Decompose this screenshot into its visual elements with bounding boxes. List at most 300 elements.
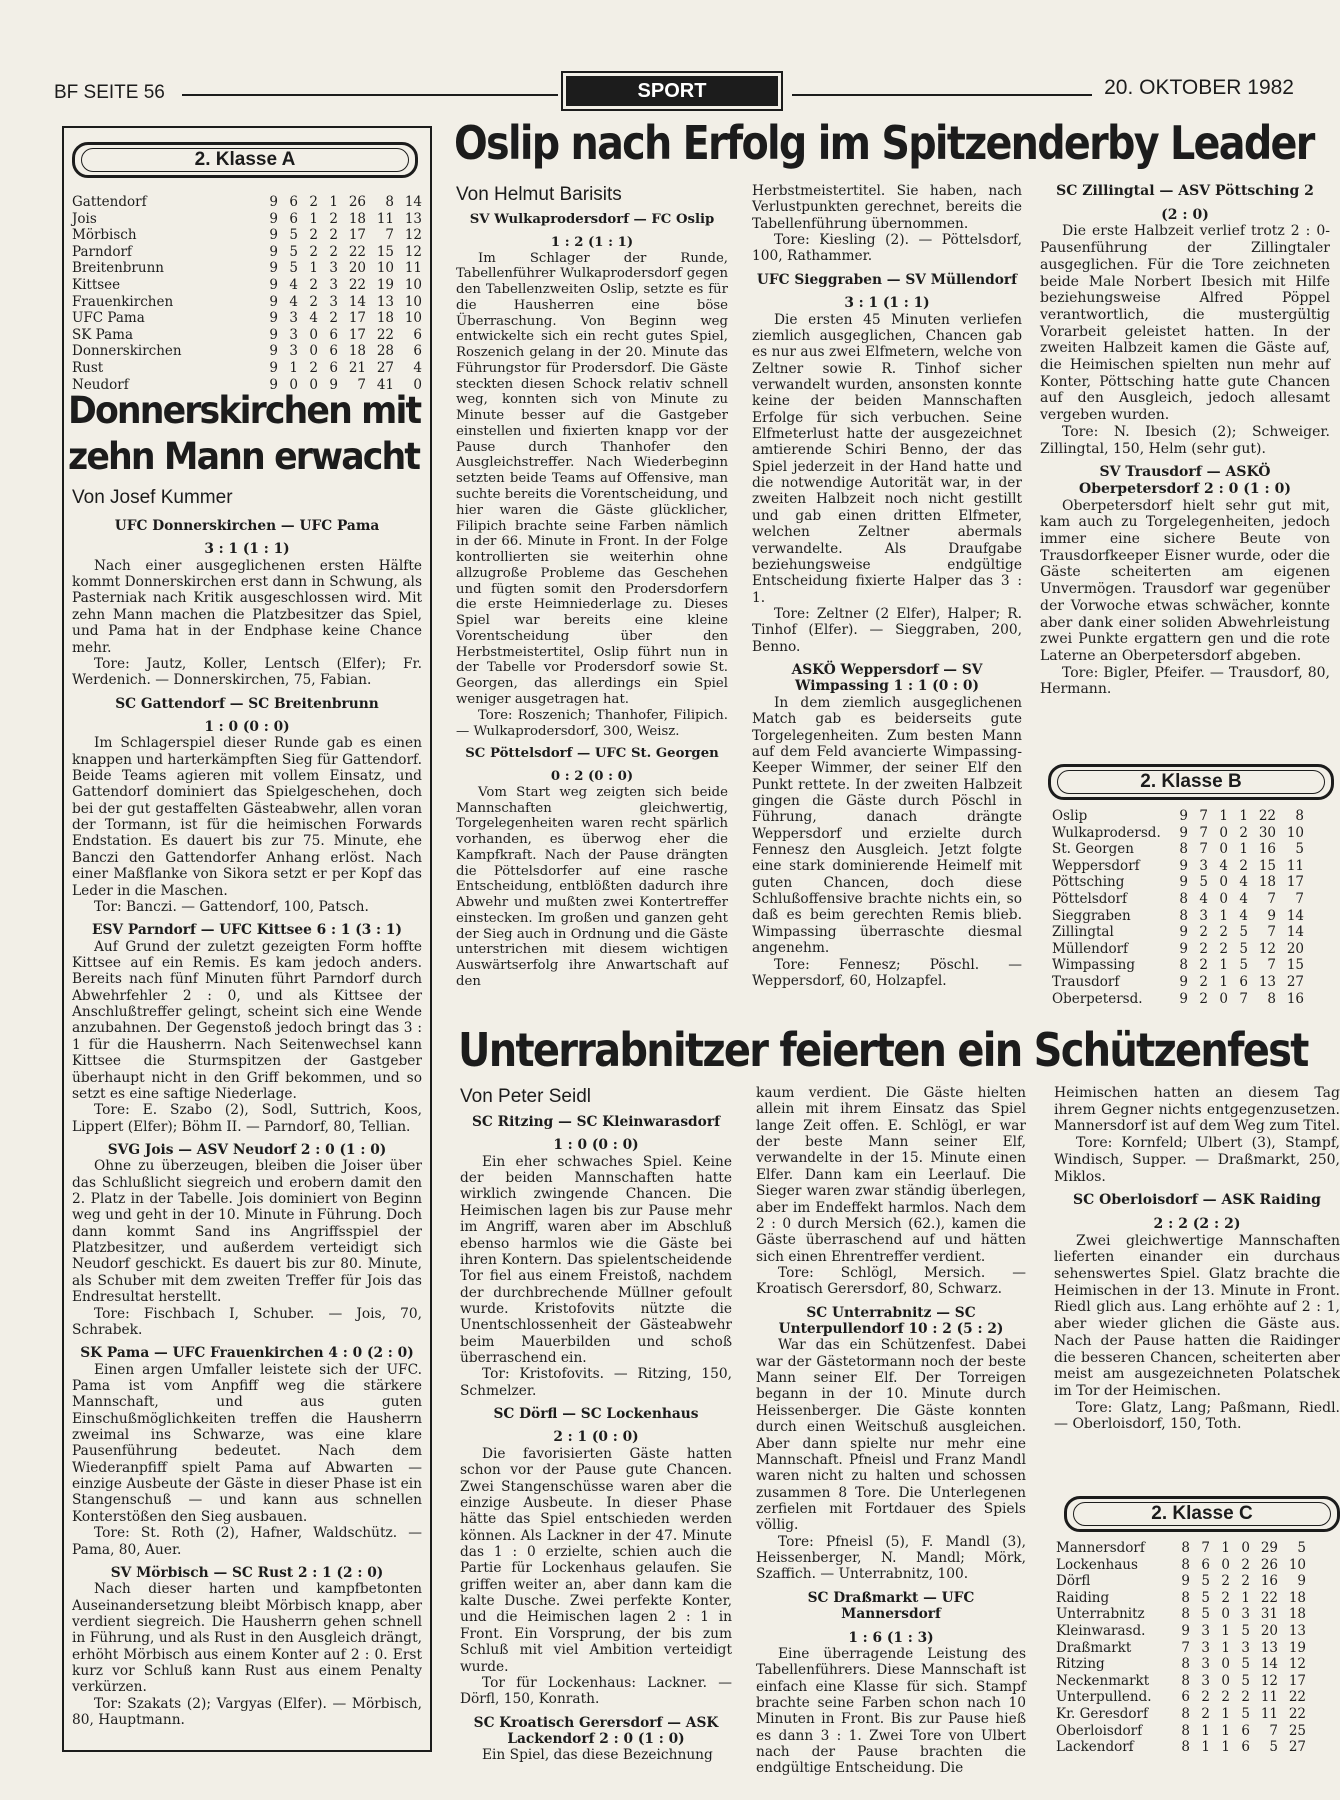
table-cell-team: Parndorf xyxy=(72,243,132,260)
match-scorers: Tore: Zeltner (2 Elfer), Halper; R. Tinhof (Elfer). — Sieggraben, 200, Benno. xyxy=(752,605,1022,655)
match-heading: SV Trausdorf — ASKÖ Oberpetersdorf 2 : 0 (1 : 0) xyxy=(1079,464,1291,497)
table-cell-number: 2 xyxy=(329,210,338,227)
table-cell-number: 8 xyxy=(1179,841,1188,858)
table-cell-number: 10 xyxy=(404,293,422,310)
match-score: 2 : 2 (2 : 2) xyxy=(1153,1215,1241,1232)
table-cell-number: 8 xyxy=(1181,1606,1190,1623)
table-cell-number: 1 xyxy=(309,210,318,227)
table-row xyxy=(72,194,422,211)
table-cell-number: 18 xyxy=(1288,1606,1306,1623)
table-cell-number: 27 xyxy=(376,359,394,376)
table-cell-number: 18 xyxy=(348,343,366,360)
table-cell-number: 2 xyxy=(1199,957,1208,974)
match-heading: SV Mörbisch — SC Rust 2 : 1 (2 : 0) xyxy=(110,1564,384,1581)
table-cell-number: 22 xyxy=(1288,1705,1306,1722)
table-cell-number: 9 xyxy=(1179,990,1188,1007)
match-score: 3 : 1 (1 : 1) xyxy=(844,295,930,312)
match-heading: SV Wulkaprodersdorf — FC Oslip xyxy=(469,212,715,227)
table-cell-number: 3 xyxy=(1199,907,1208,924)
table-cell-number: 20 xyxy=(348,260,366,277)
table-cell-number: 22 xyxy=(376,326,394,343)
table-cell-number: 0 xyxy=(1221,1556,1230,1573)
table-cell-team: Gattendorf xyxy=(72,194,147,210)
table-cell-number: 12 xyxy=(1288,1656,1306,1673)
table-row xyxy=(1052,991,1304,1008)
match-report: Heimischen hatten an diesem Tag ihrem Gegner nichts entgegenzusetzen. Mannersdorf ist auf dem Weg zum Titel. xyxy=(1054,1085,1340,1135)
table-cell-number: 31 xyxy=(1260,1606,1278,1623)
table-cell-number: 8 xyxy=(1181,1672,1190,1689)
table-cell-number: 17 xyxy=(348,227,366,244)
table-cell-team: Oslip xyxy=(1052,808,1088,824)
table-cell-team: Jois xyxy=(72,210,97,227)
table-cell-number: 0 xyxy=(309,343,318,360)
table-title-klasse-b: 2. Klasse B xyxy=(1048,764,1334,800)
match-scorers: Tor für Lockenhaus: Lackner. — Dörfl, 150, Konrath. xyxy=(460,1674,732,1708)
table-cell-number: 6 xyxy=(289,210,298,227)
table-cell-number: 3 xyxy=(289,326,298,343)
story2-column-b xyxy=(756,1085,1026,1777)
table-cell-number: 8 xyxy=(1267,990,1276,1007)
table-row xyxy=(1056,1706,1306,1723)
match-report: Auf Grund der zuletzt gezeigten Form hoffte Kittsee auf ein Remis. Es kam jedoch anders. Bereits nach fünf Minuten führt Parndorf durch Abwehrfehler 2 : 0, und als Kittsee der Anschlußtreffer gelingt, scheint sich eine Wende anzubahnen. Der Gegenstoß jedoch bringt das 3 : 1 für die Hausherrn. Nach Seitenwechsel kann Kittsee die Sturmspitzen der Gastgeber überhaupt nicht in den Griff bekommen, und so setzt es eine saftige Niederlage. xyxy=(72,938,422,1102)
match-report: Ein eher schwaches Spiel. Keine der beiden Mannschaften hatte wirklich zwingende Chancen. Die Heimischen lagen bis zur Pause mehr im Angriff, waren aber im Abschluß ebenso harmlos wie die Gäste bei ihren Kontern. Das spielentscheidende Tor fiel aus einem Freistoß, nachdem der durchbrechende Müllner gefoult wurde. Kristofovits nützte die Unentschlossenheit der Gästeabwehr beim Mauerbilden und schoß überraschend ein. xyxy=(460,1153,732,1367)
table-cell-number: 14 xyxy=(348,293,366,310)
match-report: Im Schlager der Runde, Tabellenführer Wulkaprodersdorf gegen den Tabellenzweiten Oslip, setzte es für die Hausherren eine böse Überraschung. Von Beginn weg entwickelte sich ein recht gutes Spiel, Roszenich gelang in der 20. Minute das Führungstor für Prodersdorf. Die Gäste steckten diesen Schock relativ schnell weg, konnten sich von Minute zu Minute besser auf die Gastgeber einstellen und fixierten knapp vor der Pause durch Thanhofer den Ausgleichstreffer. Nach Wiederbeginn setzten beide Teams auf Offensive, man suchte bereits die Vorentscheidung, und hier waren die Gäste glücklicher, Filipich brachte seine Farben nämlich in der 66. Minute in Front. In der Folge kontrollierten sie weiterhin ohne allzugroße Probleme das Geschehen und fügten somit den Prodersdorfern die erste Heimniederlage zu. Dieses Spiel war bereits eine kleine Vorentscheidung über den Herbstmeistertitel, Oslip führt nun in der Tabelle vor Prodersdorf sowie St. Georgen, das allerdings ein Spiel weniger ausgetragen hat. xyxy=(456,250,728,707)
section-label: SPORT xyxy=(566,76,778,106)
match-heading: SC Ritzing — SC Kleinwarasdorf xyxy=(471,1114,721,1130)
table-cell-number: 12 xyxy=(1258,940,1276,957)
table-cell-number: 2 xyxy=(329,227,338,244)
table-cell-number: 6 xyxy=(1241,1722,1250,1739)
table-cell-number: 14 xyxy=(1286,907,1304,924)
table-cell-number: 1 xyxy=(1221,1722,1230,1739)
match-scorers: Tor: Szakats (2); Vargyas (Elfer). — Mörbisch, 80, Hauptmann. xyxy=(72,1695,422,1729)
table-cell-number: 7 xyxy=(1181,1639,1190,1656)
table-cell-number: 9 xyxy=(1267,907,1276,924)
table-cell-number: 2 xyxy=(1201,1705,1210,1722)
table-cell-number: 0 xyxy=(1221,1656,1230,1673)
table-cell-number: 15 xyxy=(376,243,394,260)
story1-column-c-clip xyxy=(1040,183,1330,735)
table-cell-number: 9 xyxy=(269,310,278,327)
story2-column-c-clip xyxy=(1054,1085,1340,1485)
match-scorers: Tore: Pfneisl (5), F. Mandl (3), Heissenberger, N. Mandl; Mörk, Szaffich. — Unterrabnitz, 100. xyxy=(756,1533,1026,1583)
table-row xyxy=(1056,1723,1306,1740)
match-scorers: Tor: Kristofovits. — Ritzing, 150, Schmelzer. xyxy=(460,1366,732,1399)
match-scorers: Tore: Roszenich; Thanhofer, Filipich. — Wulkaprodersdorf, 300, Weisz. xyxy=(456,707,728,739)
table-cell-number: 6 xyxy=(289,194,298,210)
table-cell-number: 5 xyxy=(1241,1656,1250,1673)
table-cell-number: 22 xyxy=(348,243,366,260)
match-report: kaum verdient. Die Gäste hielten allein mit ihrem Einsatz das Spiel lange Zeit offen. E. Schlögl, er war der beste Mann seiner Elf, verwandelte in der 15. Minute einen Elfer. Dann kam ein Leerlauf. Die Sieger waren zwar ständig überlegen, aber im Endeffekt harmlos. Nach dem 2 : 0 durch Mersich (62.), kamen die Gäste überraschend auf und hätten sich einen Ehrentreffer verdient. xyxy=(756,1085,1026,1265)
table-cell-team: Kleinwarasd. xyxy=(1056,1622,1146,1639)
table-cell-number: 13 xyxy=(404,210,422,227)
table-cell-number: 7 xyxy=(1267,924,1276,941)
table-cell-number: 9 xyxy=(269,243,278,260)
table-cell-number: 9 xyxy=(1179,924,1188,941)
table-cell-number: 26 xyxy=(348,194,366,210)
standings-table-klasse-a xyxy=(72,194,422,393)
table-cell-number: 9 xyxy=(1297,1573,1306,1590)
page-number: BF SEITE 56 xyxy=(54,82,165,103)
table-cell-team: Raiding xyxy=(1056,1589,1110,1606)
match-report: Oberpetersdorf hielt sehr gut mit, kam auch zu Torgelegenheiten, jedoch immer eine sichere Beute von Trausdorfkeeper Eisner wurde, oder die Gäste scheiterten am eigenen Unvermögen. Trausdorf war gegenüber der Vorwoche etwas schwächer, konnte aber dank einer soliden Abwehrleistung zwei Punkte ergattern gen und die rote Laterne an Oberpetersdorf abgeben. xyxy=(1040,497,1330,664)
table-cell-number: 3 xyxy=(1241,1639,1250,1656)
article-column-left xyxy=(72,518,422,1729)
table-cell-number: 10 xyxy=(404,310,422,327)
match-heading: UFC Donnerskirchen — UFC Pama xyxy=(114,518,380,534)
table-cell-number: 3 xyxy=(329,276,338,293)
table-cell-number: 5 xyxy=(1239,924,1248,941)
table-cell-number: 0 xyxy=(1219,824,1228,841)
table-cell-number: 16 xyxy=(1260,1573,1278,1590)
table-cell-team: Wimpassing xyxy=(1052,957,1135,974)
match-heading: SC Draßmarkt — UFC Mannersdorf xyxy=(807,1589,975,1623)
table-cell-number: 3 xyxy=(1201,1639,1210,1656)
table-cell-number: 5 xyxy=(1201,1606,1210,1623)
table-cell-team: Donnerskirchen xyxy=(72,343,182,360)
table-cell-team: Müllendorf xyxy=(1052,940,1129,957)
table-cell-number: 1 xyxy=(1241,1589,1250,1606)
table-row xyxy=(1052,858,1304,875)
match-scorers: Tore: Fischbach I, Schuber. — Jois, 70, Schrabek. xyxy=(72,1305,422,1338)
match-heading: ASKÖ Weppersdorf — SV Wimpassing 1 : 1 (0 : 0) xyxy=(791,662,983,695)
match-scorers: Tore: Glatz, Lang; Paßmann, Riedl. — Oberloisdorf, 150, Toth. xyxy=(1054,1399,1340,1433)
headline-unterrabnitzer: Unterrabnitzer feierten ein Schützenfest xyxy=(458,1023,1308,1077)
table-row xyxy=(1056,1689,1306,1706)
table-cell-number: 5 xyxy=(1241,1705,1250,1722)
match-scorers: Tor: Banczi. — Gattendorf, 100, Patsch. xyxy=(94,898,369,915)
table-cell-number: 25 xyxy=(1288,1722,1306,1739)
table-cell-team: Frauenkirchen xyxy=(72,293,174,310)
table-row xyxy=(1052,825,1304,842)
table-cell-number: 13 xyxy=(1288,1622,1306,1639)
table-cell-number: 8 xyxy=(1179,907,1188,924)
table-cell-number: 4 xyxy=(413,359,422,376)
table-cell-number: 3 xyxy=(1201,1622,1210,1639)
table-cell-number: 5 xyxy=(1201,1589,1210,1606)
story1-column-a xyxy=(456,212,728,990)
match-report: Ohne zu überzeugen, bleiben die Joiser über das Schlußlicht siegreich und erobern damit den 2. Platz in der Tabelle. Jois dominiert von Beginn weg und geht in der 10. Minute in Führung. Doch dann kommt Sand ins Angriffsspiel der Platzbesitzer, und außerdem verteidigt sich Neudorf geschickt. Es dauert bis zur 80. Minute, als Schuber mit dem zweiten Treffer für Jois das Endresultat herstellt. xyxy=(72,1158,422,1306)
table-cell-number: 18 xyxy=(376,310,394,327)
match-heading: SC Zillingtal — ASV Pöttsching 2 xyxy=(1056,183,1314,199)
headline-oslip: Oslip nach Erfolg im Spitzenderby Leader xyxy=(454,116,1314,170)
header-rule-right xyxy=(792,94,1092,96)
table-cell-number: 2 xyxy=(1219,940,1228,957)
table-cell-team: SK Pama xyxy=(72,326,134,343)
table-cell-number: 3 xyxy=(1199,857,1208,874)
table-cell-number: 8 xyxy=(385,194,394,210)
table-cell-number: 9 xyxy=(269,376,278,393)
table-cell-number: 1 xyxy=(1219,907,1228,924)
table-cell-number: 8 xyxy=(1181,1705,1190,1722)
table-cell-number: 4 xyxy=(1239,874,1248,891)
table-cell-team: Oberpetersd. xyxy=(1052,990,1143,1007)
match-report: Nach dieser harten und kampfbetonten Auseinandersetzung bleibt Mörbisch knapp, aber verdient siegreich. Die Hausherrn gehen schnell in Führung, und als Rust in den Ausgleich drängt, erhöht Mörbisch aus einem Konter auf 2 : 0. Erst kurz vor Schluß kann Rust aus einem Penalty verkürzen. xyxy=(72,1581,422,1696)
table-cell-number: 8 xyxy=(1181,1540,1190,1556)
table-cell-number: 1 xyxy=(1239,841,1248,858)
table-cell-team: St. Georgen xyxy=(1052,841,1134,858)
match-scorers: Tore: Jautz, Koller, Lentsch (Elfer); Fr. Werdenich. — Donnerskirchen, 75, Fabian. xyxy=(72,655,422,689)
table-cell-team: Trausdorf xyxy=(1052,973,1120,990)
match-heading: SC Dörfl — SC Lockenhaus xyxy=(493,1406,699,1423)
table-cell-number: 0 xyxy=(1221,1606,1230,1623)
table-cell-number: 2 xyxy=(1199,924,1208,941)
table-cell-number: 19 xyxy=(1288,1639,1306,1656)
table-cell-number: 16 xyxy=(1286,990,1304,1007)
table-cell-number: 1 xyxy=(1221,1639,1230,1656)
match-report: Nach einer ausgeglichenen ersten Hälfte kommt Donnerskirchen erst dann in Schwung, als Pasterniak nach Kritik ausgeschlossen wird. Mit zehn Mann machen die Platzbesitzer das Spiel, und Pama hat in der Endphase keine Chance mehr. xyxy=(72,557,422,656)
table-cell-number: 6 xyxy=(1201,1556,1210,1573)
match-scorers: Tore: Kornfeld; Ulbert (3), Stampf, Windisch, Supper. — Draßmarkt, 250, Miklos. xyxy=(1054,1135,1340,1185)
table-cell-number: 13 xyxy=(376,293,394,310)
table-row xyxy=(1052,808,1304,825)
table-cell-number: 13 xyxy=(1260,1639,1278,1656)
headline-donnerskirchen: Donnerskirchen mit zehn Mann erwacht xyxy=(68,389,421,478)
table-cell-number: 12 xyxy=(404,243,422,260)
table-cell-number: 9 xyxy=(1179,874,1188,891)
table-row xyxy=(1056,1623,1306,1640)
table-row xyxy=(1052,841,1304,858)
table-cell-team: Draßmarkt xyxy=(1056,1639,1132,1656)
match-report: In dem ziemlich ausgeglichenen Match gab es beiderseits gute Torgelegenheiten. Zum besten Mann auf dem Feld avancierte Wimpassing-Keeper Wimmer, der seiner Elf den Punkt rettete. In der zweiten Halbzeit gingen die Gäste durch Pöschl in Führung, danach drängte Weppersdorf und erzielte durch Fennesz den Ausgleich. Jetzt folgte eine stark dominierende Heimelf mit guten Chancen, doch diese Schlußoffensive brachte nichts ein, so daß es beim gerechten Remis blieb. Wimpassing überraschte diesmal angenehm. xyxy=(752,694,1022,957)
table-cell-number: 14 xyxy=(404,194,422,210)
table-cell-number: 6 xyxy=(1239,973,1248,990)
match-report: Die favorisierten Gäste hatten schon vor der Pause gute Chancen. Zwei Stangenschüsse waren aber die einzige Ausbeute. In dieser Phase hätte das Spiel entschieden werden können. Als Lackner in der 47. Minute das 1 : 0 erzielte, schien auch die Partie für Lockenhaus gelaufen. Sie griffen weiter an, aber dann kam die kalte Dusche. Zwei perfekte Konter, und die Heimischen lagen 2 : 1 in Front. Ein Vorsprung, der bis zum Schluß mit viel Ambition verteidigt wurde. xyxy=(460,1445,732,1675)
table-cell-number: 17 xyxy=(348,310,366,327)
table-cell-number: 2 xyxy=(1241,1556,1250,1573)
table-cell-number: 7 xyxy=(1201,1540,1210,1556)
table-cell-team: Weppersdorf xyxy=(1052,857,1140,874)
table-row xyxy=(1056,1606,1306,1623)
table-cell-number: 7 xyxy=(1199,808,1208,824)
match-heading: SVG Jois — ASV Neudorf 2 : 0 (1 : 0) xyxy=(107,1141,387,1158)
table-cell-number: 2 xyxy=(1219,924,1228,941)
table-row xyxy=(1052,941,1304,958)
issue-date: 20. OKTOBER 1982 xyxy=(1104,76,1294,99)
table-cell-number: 9 xyxy=(269,293,278,310)
table-cell-number: 5 xyxy=(1241,1622,1250,1639)
table-cell-number: 7 xyxy=(357,376,366,393)
match-heading: SC Unterrabnitz — SC Unterpullendorf 10 : 2 (5 : 2) xyxy=(778,1304,1004,1338)
table-cell-number: 2 xyxy=(1199,940,1208,957)
table-cell-number: 1 xyxy=(309,260,318,277)
table-cell-number: 5 xyxy=(1241,1672,1250,1689)
table-cell-number: 20 xyxy=(1286,940,1304,957)
table-cell-number: 11 xyxy=(1260,1705,1278,1722)
table-cell-number: 0 xyxy=(1219,990,1228,1007)
table-cell-number: 5 xyxy=(1239,957,1248,974)
table-cell-number: 3 xyxy=(329,293,338,310)
table-cell-number: 21 xyxy=(348,359,366,376)
table-cell-team: Lockenhaus xyxy=(1056,1556,1138,1573)
table-cell-number: 1 xyxy=(1201,1722,1210,1739)
table-cell-number: 8 xyxy=(1181,1656,1190,1673)
table-cell-number: 0 xyxy=(1219,890,1228,907)
table-row xyxy=(1056,1557,1306,1574)
table-cell-team: Pöttelsdorf xyxy=(1052,890,1127,907)
standings-table-klasse-c xyxy=(1056,1540,1310,1756)
match-score: 0 : 2 (0 : 0) xyxy=(550,769,634,785)
table-cell-number: 8 xyxy=(1181,1556,1190,1573)
table-cell-number: 6 xyxy=(329,359,338,376)
table-cell-team: Pöttsching xyxy=(1052,874,1125,891)
table-cell-number: 3 xyxy=(1241,1606,1250,1623)
match-scorers: Tore: E. Szabo (2), Sodl, Suttrich, Koos, Lippert (Elfer); Böhm II. — Parndorf, 80, Tellian. xyxy=(72,1102,422,1135)
table-cell-number: 7 xyxy=(1267,957,1276,974)
table-cell-number: 10 xyxy=(376,260,394,277)
match-heading: UFC Sieggraben — SV Müllendorf xyxy=(756,271,1018,288)
table-row xyxy=(1056,1590,1306,1607)
table-cell-number: 9 xyxy=(1179,808,1188,824)
story1-column-b xyxy=(752,183,1022,989)
table-cell-number: 19 xyxy=(376,276,394,293)
match-score: 1 : 0 (0 : 0) xyxy=(204,718,290,735)
table-cell-number: 6 xyxy=(1241,1739,1250,1756)
table-cell-number: 5 xyxy=(1201,1573,1210,1590)
table-cell-number: 17 xyxy=(348,326,366,343)
table-cell-number: 11 xyxy=(404,260,422,277)
match-score: 1 : 2 (1 : 1) xyxy=(550,234,634,250)
table-cell-number: 4 xyxy=(309,310,318,327)
table-cell-number: 7 xyxy=(1199,841,1208,858)
table-cell-number: 5 xyxy=(1239,940,1248,957)
table-row xyxy=(72,360,422,377)
table-row xyxy=(1056,1573,1306,1590)
table-cell-number: 27 xyxy=(1286,973,1304,990)
table-cell-number: 7 xyxy=(1239,990,1248,1007)
table-cell-number: 9 xyxy=(269,227,278,244)
table-cell-number: 8 xyxy=(1181,1722,1190,1739)
table-cell-team: Zillingtal xyxy=(1052,924,1114,941)
table-cell-number: 2 xyxy=(309,293,318,310)
table-cell-number: 4 xyxy=(289,276,298,293)
table-cell-number: 2 xyxy=(329,310,338,327)
table-row xyxy=(1052,891,1304,908)
table-cell-number: 2 xyxy=(1199,990,1208,1007)
table-cell-number: 1 xyxy=(1219,973,1228,990)
table-title-klasse-a: 2. Klasse A xyxy=(72,142,418,178)
table-cell-number: 8 xyxy=(1179,957,1188,974)
match-report: Ein Spiel, das diese Bezeichnung xyxy=(482,1747,713,1764)
match-scorers: Tore: Fennesz; Pöschl. — Weppersdorf, 60, Holzapfel. xyxy=(752,956,1022,989)
table-cell-number: 2 xyxy=(1201,1689,1210,1706)
table-cell-number: 22 xyxy=(348,276,366,293)
table-cell-number: 5 xyxy=(1295,841,1304,858)
table-cell-number: 0 xyxy=(309,326,318,343)
table-cell-number: 5 xyxy=(1297,1540,1306,1556)
table-cell-number: 2 xyxy=(309,194,318,210)
table-cell-number: 1 xyxy=(1219,957,1228,974)
table-cell-number: 1 xyxy=(1201,1739,1210,1756)
table-cell-number: 9 xyxy=(1179,940,1188,957)
table-row xyxy=(72,260,422,277)
table-row xyxy=(1052,974,1304,991)
table-cell-number: 10 xyxy=(1288,1556,1306,1573)
table-cell-number: 2 xyxy=(309,227,318,244)
table-cell-number: 2 xyxy=(309,276,318,293)
table-cell-number: 9 xyxy=(269,326,278,343)
table-cell-number: 5 xyxy=(289,227,298,244)
table-row xyxy=(72,343,422,360)
table-cell-team: Unterrabnitz xyxy=(1056,1606,1145,1623)
table-row xyxy=(72,227,422,244)
match-heading: SK Pama — UFC Frauenkirchen 4 : 0 (2 : 0) xyxy=(80,1345,414,1362)
table-cell-number: 2 xyxy=(1221,1589,1230,1606)
table-row xyxy=(72,211,422,228)
table-cell-number: 9 xyxy=(1179,973,1188,990)
table-cell-number: 3 xyxy=(289,310,298,327)
standings-table-klasse-b xyxy=(1052,808,1310,1007)
table-cell-number: 16 xyxy=(1258,841,1276,858)
table-cell-number: 6 xyxy=(329,343,338,360)
table-cell-number: 1 xyxy=(1239,808,1248,824)
table-cell-number: 1 xyxy=(1219,808,1228,824)
table-cell-number: 22 xyxy=(1258,808,1276,824)
table-cell-number: 27 xyxy=(1288,1739,1306,1756)
table-cell-number: 22 xyxy=(1260,1589,1278,1606)
table-cell-number: 1 xyxy=(1221,1540,1230,1556)
table-cell-number: 13 xyxy=(1258,973,1276,990)
table-cell-number: 26 xyxy=(1260,1556,1278,1573)
table-row xyxy=(1056,1656,1306,1673)
table-cell-number: 18 xyxy=(1288,1589,1306,1606)
match-report: Vom Start weg zeigten sich beide Mannschaften gleichwertig, Torgelegenheiten waren recht spärlich vorhanden, es überwog eher die Kampfkraft. Nach der Pause drängten die Pöttelsdorfer auf eine rasche Entscheidung, entblößten dadurch ihre Abwehr und mußten zwei Kontertreffer einstecken. Im großen und ganzen geht der Sieg auch in Ordnung und die Gäste unterstrichen mit diesem wichtigen Auswärtserfolg ihre Anwartschaft auf den xyxy=(456,784,728,989)
table-row xyxy=(1056,1640,1306,1657)
table-cell-team: Mannersdorf xyxy=(1056,1540,1145,1556)
table-cell-number: 5 xyxy=(289,243,298,260)
table-cell-team: Neudorf xyxy=(72,376,129,393)
table-cell-team: Lackendorf xyxy=(1056,1739,1134,1756)
table-cell-number: 10 xyxy=(404,276,422,293)
table-cell-number: 11 xyxy=(1260,1689,1278,1706)
table-row xyxy=(1052,924,1304,941)
table-cell-number: 9 xyxy=(269,210,278,227)
table-cell-number: 1 xyxy=(1221,1622,1230,1639)
table-cell-number: 12 xyxy=(1260,1672,1278,1689)
table-cell-number: 9 xyxy=(269,194,278,210)
table-cell-number: 30 xyxy=(1258,824,1276,841)
table-cell-number: 1 xyxy=(1221,1705,1230,1722)
table-cell-team: Unterpullend. xyxy=(1056,1689,1152,1706)
table-row xyxy=(72,294,422,311)
table-cell-team: UFC Pama xyxy=(72,310,145,327)
table-cell-number: 0 xyxy=(289,376,298,393)
table-cell-number: 10 xyxy=(1286,824,1304,841)
table-cell-number: 18 xyxy=(348,210,366,227)
table-row xyxy=(1052,957,1304,974)
table-cell-number: 29 xyxy=(1260,1540,1278,1556)
match-scorers: Tore: St. Roth (2), Hafner, Waldschütz. — Pama, 80, Auer. xyxy=(72,1525,422,1558)
table-cell-number: 22 xyxy=(1288,1689,1306,1706)
table-cell-number: 11 xyxy=(376,210,394,227)
table-row xyxy=(1052,908,1304,925)
table-cell-number: 2 xyxy=(1241,1573,1250,1590)
match-heading: SC Gattendorf — SC Breitenbrunn xyxy=(115,695,379,712)
table-cell-team: Neckenmarkt xyxy=(1056,1672,1150,1689)
table-row xyxy=(72,327,422,344)
table-row xyxy=(1056,1739,1306,1756)
match-scorers: Tore: Schlögl, Mersich. — Kroatisch Gerersdorf, 80, Schwarz. xyxy=(756,1264,1026,1298)
table-cell-number: 20 xyxy=(1260,1622,1278,1639)
table-row xyxy=(1056,1673,1306,1690)
table-cell-number: 12 xyxy=(404,227,422,244)
table-cell-number: 28 xyxy=(376,343,394,360)
match-heading: SC Pöttelsdorf — UFC St. Georgen xyxy=(465,746,719,762)
table-row xyxy=(72,244,422,261)
table-cell-number: 0 xyxy=(1221,1672,1230,1689)
match-scorers: Tore: N. Ibesich (2); Schweiger. Zillingtal, 150, Helm (sehr gut). xyxy=(1040,423,1330,457)
